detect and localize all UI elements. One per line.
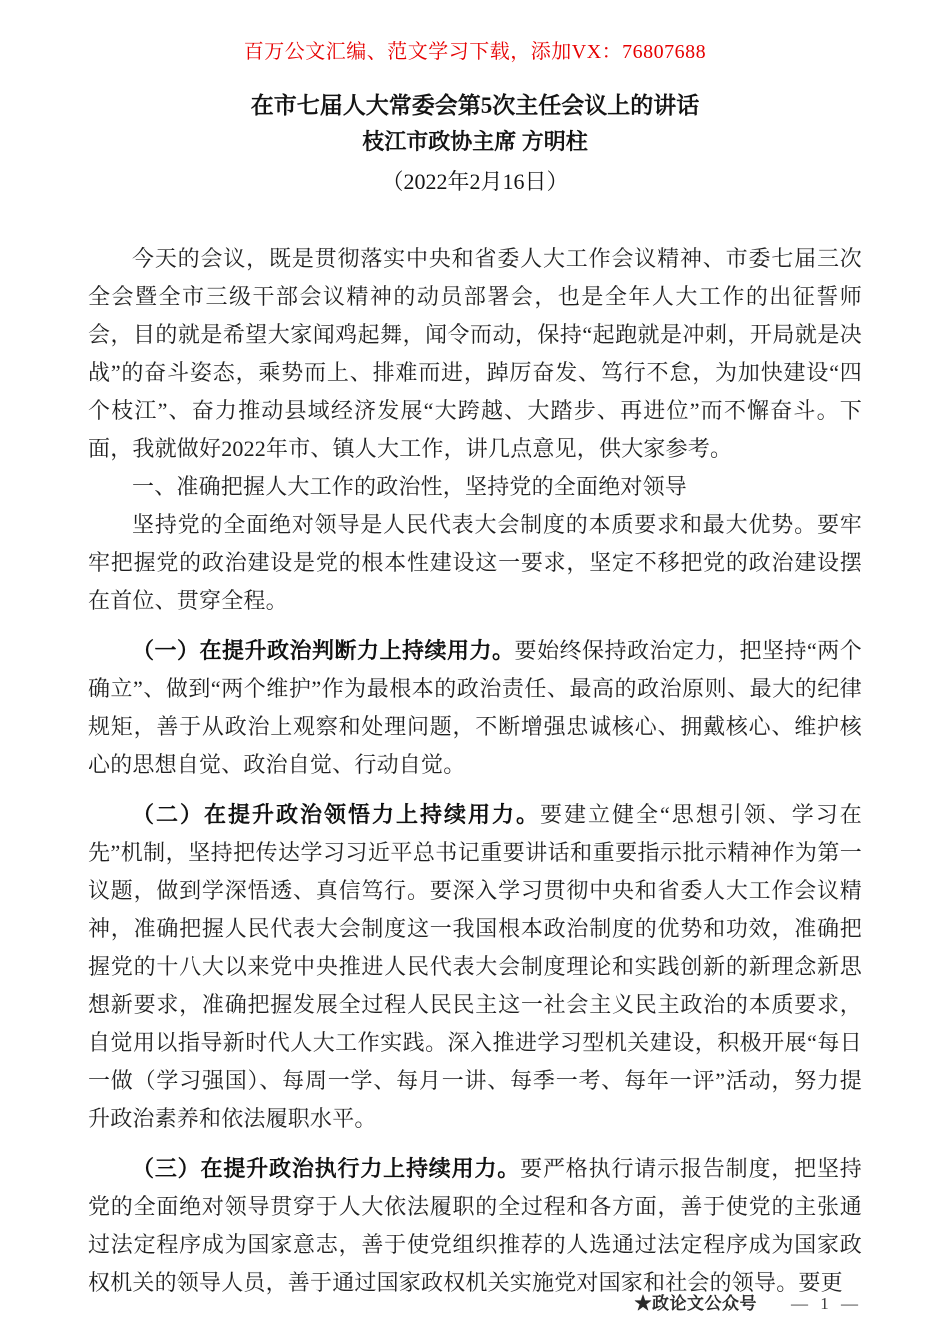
paragraph: （二）在提升政治领悟力上持续用力。要建立健全“思想引领、学习在先”机制，坚持把传达学习习近平总书记重要讲话和重要指示批示精神作为第一议题，做到学深悟透、真信笃行。要深入学习贯彻中央和省委人大工作会议精神，准确把握人民代表大会制度这一我国根本政治制度的优势和功效，准确把握党的十八大以来党中央推进人民代表大会制度理论和实践创新的新理念新思想新要求，准确把握发展全过程人民民主这一社会主义民主政治的本质要求，自觉用以指导新时代人大工作实践。深入推进学习型机关建设，积极开展“每日一做（学习强国）、每周一学、每月一讲、每季一考、每年一评”活动，努力提升政治素养和依法履职水平。	[88, 802, 862, 1131]
page-number: — 1 —	[791, 1294, 862, 1313]
watermark-notice: 百万公文汇编、范文学习下载，添加VX：76807688	[243, 41, 707, 63]
paragraph-lead: （二）在提升政治领悟力上持续用力。	[132, 802, 541, 827]
page-footer	[635, 1289, 863, 1314]
paragraph: （一）在提升政治判断力上持续用力。要始终保持政治定力，把坚持“两个确立”、做到“两个维护”作为最根本的政治责任、最高的政治原则、最大的纪律规矩，善于从政治上观察和处理问题，不断增强忠诚核心、拥戴核心、维护核心的思想自觉、政治自觉、行动自觉。	[88, 638, 862, 777]
document-body	[88, 240, 862, 1302]
document-title: 在市七届人大常委会第5次主任会议上的讲话	[250, 93, 700, 118]
paragraph: （三）在提升政治执行力上持续用力。要严格执行请示报告制度，把坚持党的全面绝对领导贯穿于人大依法履职的全过程和各方面，善于使党的主张通过法定程序成为国家意志，善于使党组织推荐的人选通过法定程序成为国家政权机关的领导人员，善于通过国家政权机关实施党对国家和社会的领导。要更	[88, 1156, 862, 1295]
paragraph-lead: （三）在提升政治执行力上持续用力。	[132, 1156, 521, 1181]
document-author: 枝江市政协主席 方明柱	[362, 129, 588, 154]
paragraph: 坚持党的全面绝对领导是人民代表大会制度的本质要求和最大优势。要牢牢把握党的政治建设是党的根本性建设这一要求，坚定不移把党的政治建设摆在首位、贯穿全程。	[88, 512, 862, 613]
footer-brand: ★政论文公众号	[634, 1294, 757, 1313]
paragraph: 一、准确把握人大工作的政治性，坚持党的全面绝对领导	[132, 474, 688, 499]
paragraph: 今天的会议，既是贯彻落实中央和省委人大工作会议精神、市委七届三次全会暨全市三级干部会议精神的动员部署会，也是全年人大工作的出征誓师会，目的就是希望大家闻鸡起舞，闻令而动，保持“起跑就是冲刺，开局就是决战”的奋斗姿态，乘势而上、排难而进，踔厉奋发、笃行不怠，为加快建设“四个枝江”、奋力推动县域经济发展“大跨越、大踏步、再进位”而不懈奋斗。下面，我就做好2022年市、镇人大工作，讲几点意见，供大家参考。	[88, 246, 862, 461]
paragraph-lead: （一）在提升政治判断力上持续用力。	[132, 638, 515, 663]
document-date: （2022年2月16日）	[381, 169, 569, 194]
